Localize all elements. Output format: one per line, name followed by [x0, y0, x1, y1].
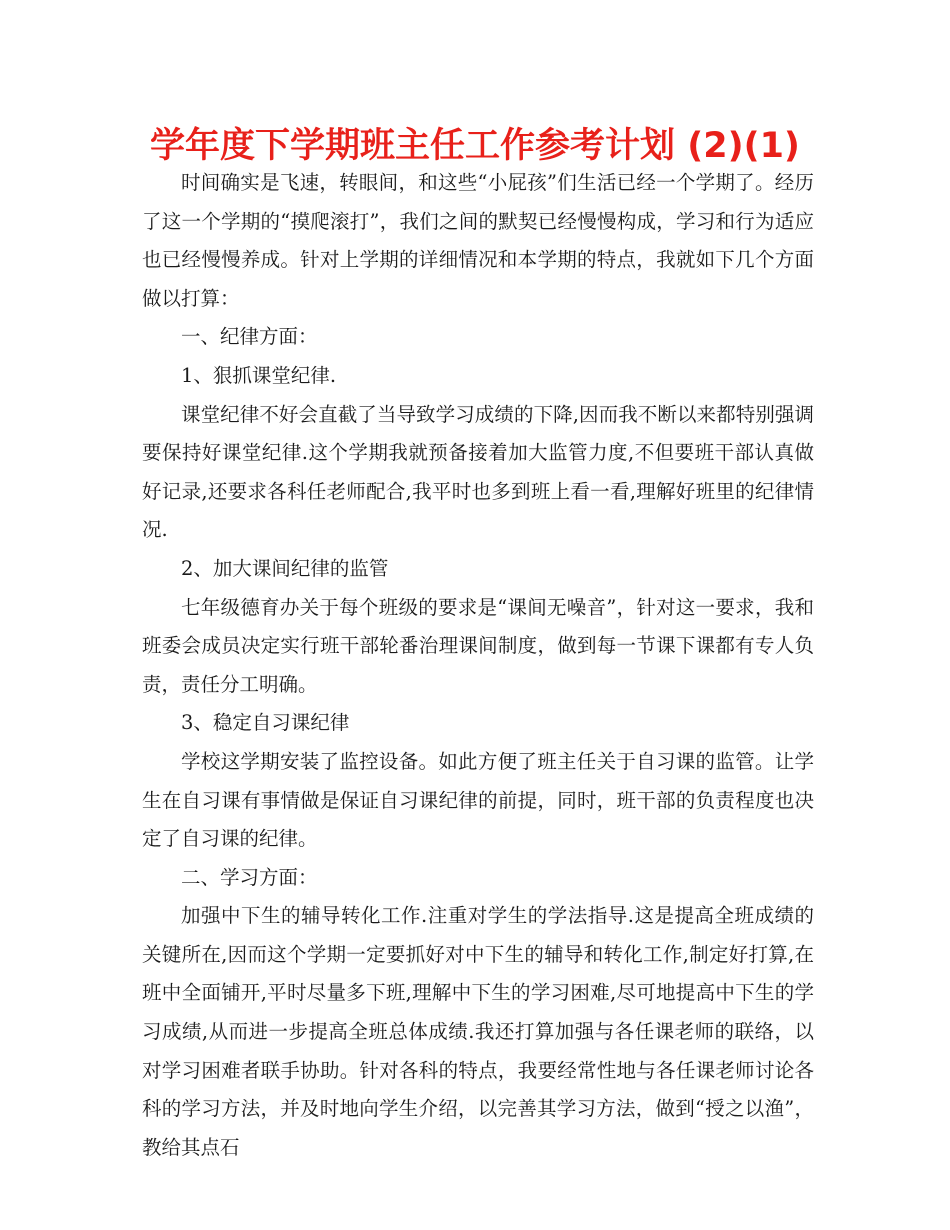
document-body [142, 164, 814, 1167]
intro-paragraph: 时间确实是飞速，转眼间，和这些“小屁孩”们生活已经一个学期了。经历了这一个学期的“摸爬滚打”，我们之间的默契已经慢慢构成，学习和行为适应也已经慢慢养成。针对上学期的详细情况和本学期的特点，我就如下几个方面做以打算： [142, 171, 814, 310]
paragraph-selfstudy-discipline: 学校这学期安装了监控设备。如此方便了班主任关于自习课的监管。让学生在自习课有事情做是保证自习课纪律的前提，同时，班干部的负责程度也决定了自习课的纪律。 [142, 749, 814, 851]
section-heading-study: 二、学习方面： [181, 865, 318, 889]
section-heading-discipline: 一、纪律方面： [181, 325, 318, 349]
subsection-heading-selfstudy: 3、稳定自习课纪律 [181, 711, 350, 735]
paragraph-study: 加强中下生的辅导转化工作.注重对学生的学法指导.这是提高全班成绩的关键所在,因而这个学期一定要抓好对中下生的辅导和转化工作,制定好打算,在班中全面铺开,平时尽量多下班,理解中下生的学习困难,尽可地提高中下生的学习成绩,从而进一步提高全班总体成绩.我还打算加强与各任课老师的联络，以对学习困难者联手协助。针对各科的特点，我要经常性地与各任课老师讨论各科的学习方法，并及时地向学生介绍，以完善其学习方法，做到“授之以渔”，教给其点石 [142, 904, 814, 1159]
subsection-heading-break: 2、加大课间纪律的监管 [181, 556, 389, 580]
paragraph-classroom-discipline: 课堂纪律不好会直截了当导致学习成绩的下降,因而我不断以来都特别强调要保持好课堂纪律.这个学期我就预备接着加大监管力度,不但要班干部认真做好记录,还要求各科任老师配合,我平时也多到班上看一看,理解好班里的纪律情况. [142, 402, 814, 542]
document-title: 学年度下学期班主任工作参考计划 (2)(1) [150, 126, 800, 166]
subsection-heading-classroom: 1、狠抓课堂纪律. [181, 363, 337, 387]
paragraph-break-discipline: 七年级德育办关于每个班级的要求是“课间无噪音”，针对这一要求，我和班委会成员决定实行班干部轮番治理课间制度，做到每一节课下课都有专人负责，责任分工明确。 [142, 595, 814, 696]
